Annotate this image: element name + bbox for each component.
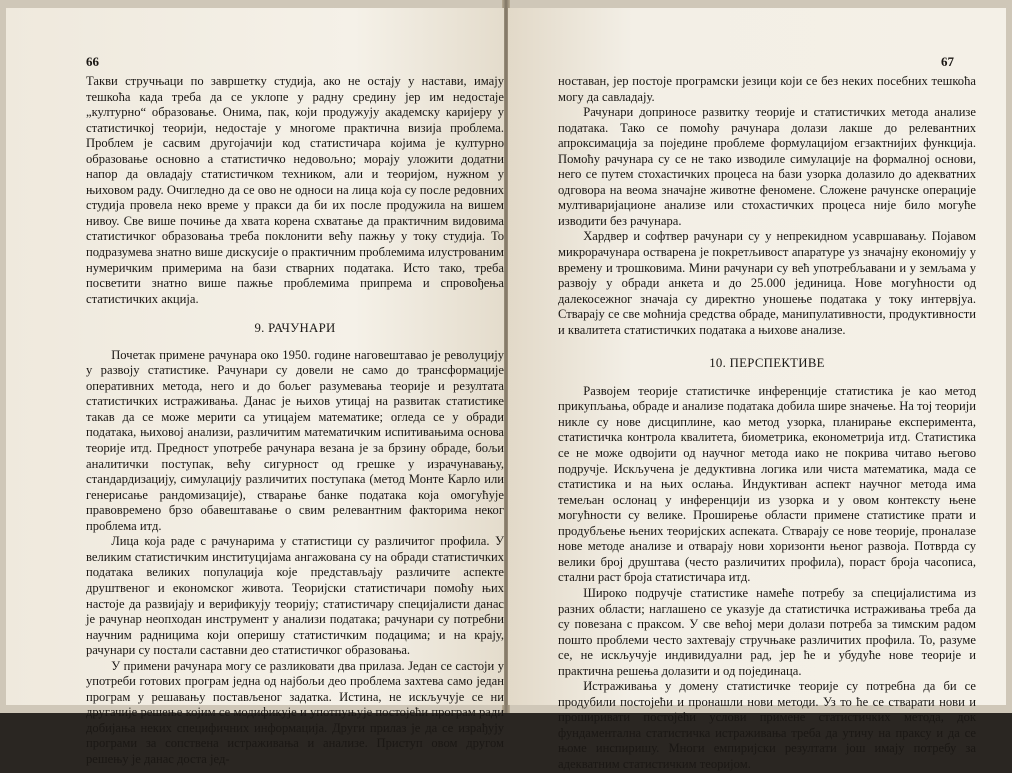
left-page [6, 8, 504, 766]
paragraph: Почетак примене рачунара око 1950. године наговештавао је револуцију у развоју статистике. Рачунари су довели не само до трансформације оперативних метода, него и до бољег разумевања теорије и резултата статистичких истраживања. Данас је њихов утицај на развитак статистике такав да се може мерити са утицајем математике; огледа се у обради података, њиховој анализи, различитим математичким испитивањима основа теорије итд. Предност употребе рачунара везана је за брзину обраде, бољи аналитички поступак, већу сигурност од грешке у израчунавању, стандардизацију, симулацију различитих поступака (метод Монте Карло или генерисање рандомизације), стварање банке података која омогућује правовремено брзо обавештавање о свим релевантним факторима неког проблема итд. [86, 347, 504, 533]
paragraph: Хардвер и софтвер рачунари су у непрекидном усавршавању. Појавом микрорачунара остварена је покретљивост апаратуре уз значајну економију у времену и трошковима. Мини рачунари су већ употребљавани и у земљама у развоју у обради анкета и до 25.000 јединица. Нове могућности од далекосежног значаја су директно уношење података у току интервјуа. Стварају се све моћнија средства обраде, манипулативности, продуктивности и квалитета статистичких података а њихове анализе. [558, 229, 976, 337]
paragraph: Истраживања у домену статистичке теорије су потребна да би се продубили постојећи и пронашли нови методи. Уз то ће се стварати нови и проширивати постојећи услови примене статистичких метода, док фундаментална статистичка истраживања треба да утичу на праксу и да се њоме инспиришу. Многи емпиријски резултати још имају потребу за адекватним статистичким теоријом. [558, 679, 976, 771]
page-number: 66 [86, 54, 99, 69]
section-heading: 10. ПЕРСПЕКТИВЕ [709, 356, 825, 371]
paragraph: Рачунари доприносе развитку теорије и статистичких метода анализе података. Тако се помоћу рачунара долази лакше до релевантних апроксимација за поједине проблеме формулацијом егзактнијих функција. Помоћу рачунара су се не тако изводиле симулације на формалној основи, него се путем стохастичких процеса на бази узорка долазило до адекватних одговора на веома значајне животне феномене. Сложене рачунске операције мултиваријационе анализе или стохастичких процеса није било могуће изводити без рачунара. [558, 105, 976, 228]
paragraph: Широко подручје статистике намеће потребу за специјалистима из разних области; наглашено се указује да статистичка истраживања треба да су повезана с праксом. У све већој мери долази потреба за тимским радом пошто проблеми често захтевају стручњаке различитих профила. То, разуме се, не искључује индивидуални рад, јер ће и убудуће нове теорије и практична решења долазити и од појединаца. [558, 585, 976, 678]
paragraph: Лица која раде с рачунарима у статистици су различитог профила. У великим статистичким институцијама ангажована су на обради статистичких података великих популација које представљају различите аспекте друштвеног и економског живота. Теоријски статистичари помоћу њих настоје да развијају и верификују теорију; статистичару специјалисти данас је рачунар неопходан инструмент у анализи података; рачунари су потребни научним радницима који оперишу статистичким подацима; и на крају, рачунари су постали саставни део статистичког образовања. [86, 534, 504, 658]
right-page-text [558, 74, 976, 773]
paragraph: У примени рачунара могу се разликовати два прилаза. Један се састоји у употреби готових програм једна од најбољи део проблема захтева само један програм у решавању постављеног задатка. Истина, не искључује се ни другачије решење којим се модификује и употпуњује постојећи програм ради добијања неких специфичних информација. Други прилаз је да се израђују програми за сопствена истраживања и анализе. Приступ овом другом решењу је данас доста јед- [86, 658, 504, 766]
right-page [508, 8, 1006, 771]
paragraph: ноставан, јер постоје програмски језици који се без неких посебних тешкоћа могу да савладају. [558, 74, 976, 104]
paragraph: Такви стручњаци по завршетку студија, ако не остају у настави, имају тешкоћа када треба да се уклопе у радну средину јер им недостаје „културно“ образовање. Онима, пак, који продужују академску каријеру у статистичкој теорији, недостаје у многоме практична визија проблема. Проблем је сасвим другојачији код статистичара којима је културно образовање основно а статистичко недовољно; морају уложити додатни напор да овладају статистичком техником, али и теоријом, нужном у њиховом раду. Очигледно да се ово не односи на лица која су после редовних студија провела неко време у пракси да би их после продужила на вишем нивоу. Све више почиње да хвата корена схватање да практичним видовима статистичког образовања треба поклонити већу пажњу у току студија. То подразумева знатно више дискусије о практичним проблемима илустрованим нумеричким примерима на бази стварних података. Исто тако, треба посветити знатно више пажње проблемима припрема и спровођења статистичких акција. [86, 74, 504, 306]
section-heading: 9. РАЧУНАРИ [254, 321, 336, 336]
page-number: 67 [941, 54, 954, 69]
left-page-text [86, 74, 504, 768]
paragraph: Развојем теорије статистичке инференције статистика је као метод прикупљања, обраде и анализе података добила шире значење. На тој теорији никле су нове дисциплине, као метод узорка, планирање експеримента, статистичка контрола квалитета, биометрика, економетрија итд. Статистика се не може одвојити од научног метода иако не покрива читаво његово подручје. Искључена је дедуктивна логика или чиста математика, мада се статистика и на њих ослања. Индуктиван аспект научног метода има темељан ослонац у инференцији из узорка и у овом контексту њене могућности су велике. Проширење области примене статистике прати и продубљење њених теоријских аспеката. Стварају се нове теорије, проналазе нове методе анализе и отварају нови хоризонти њеног развоја. Потврда су велики број друштава (често различитих профила), пораст броја часописа, стални раст броја статистичара итд. [558, 383, 976, 585]
